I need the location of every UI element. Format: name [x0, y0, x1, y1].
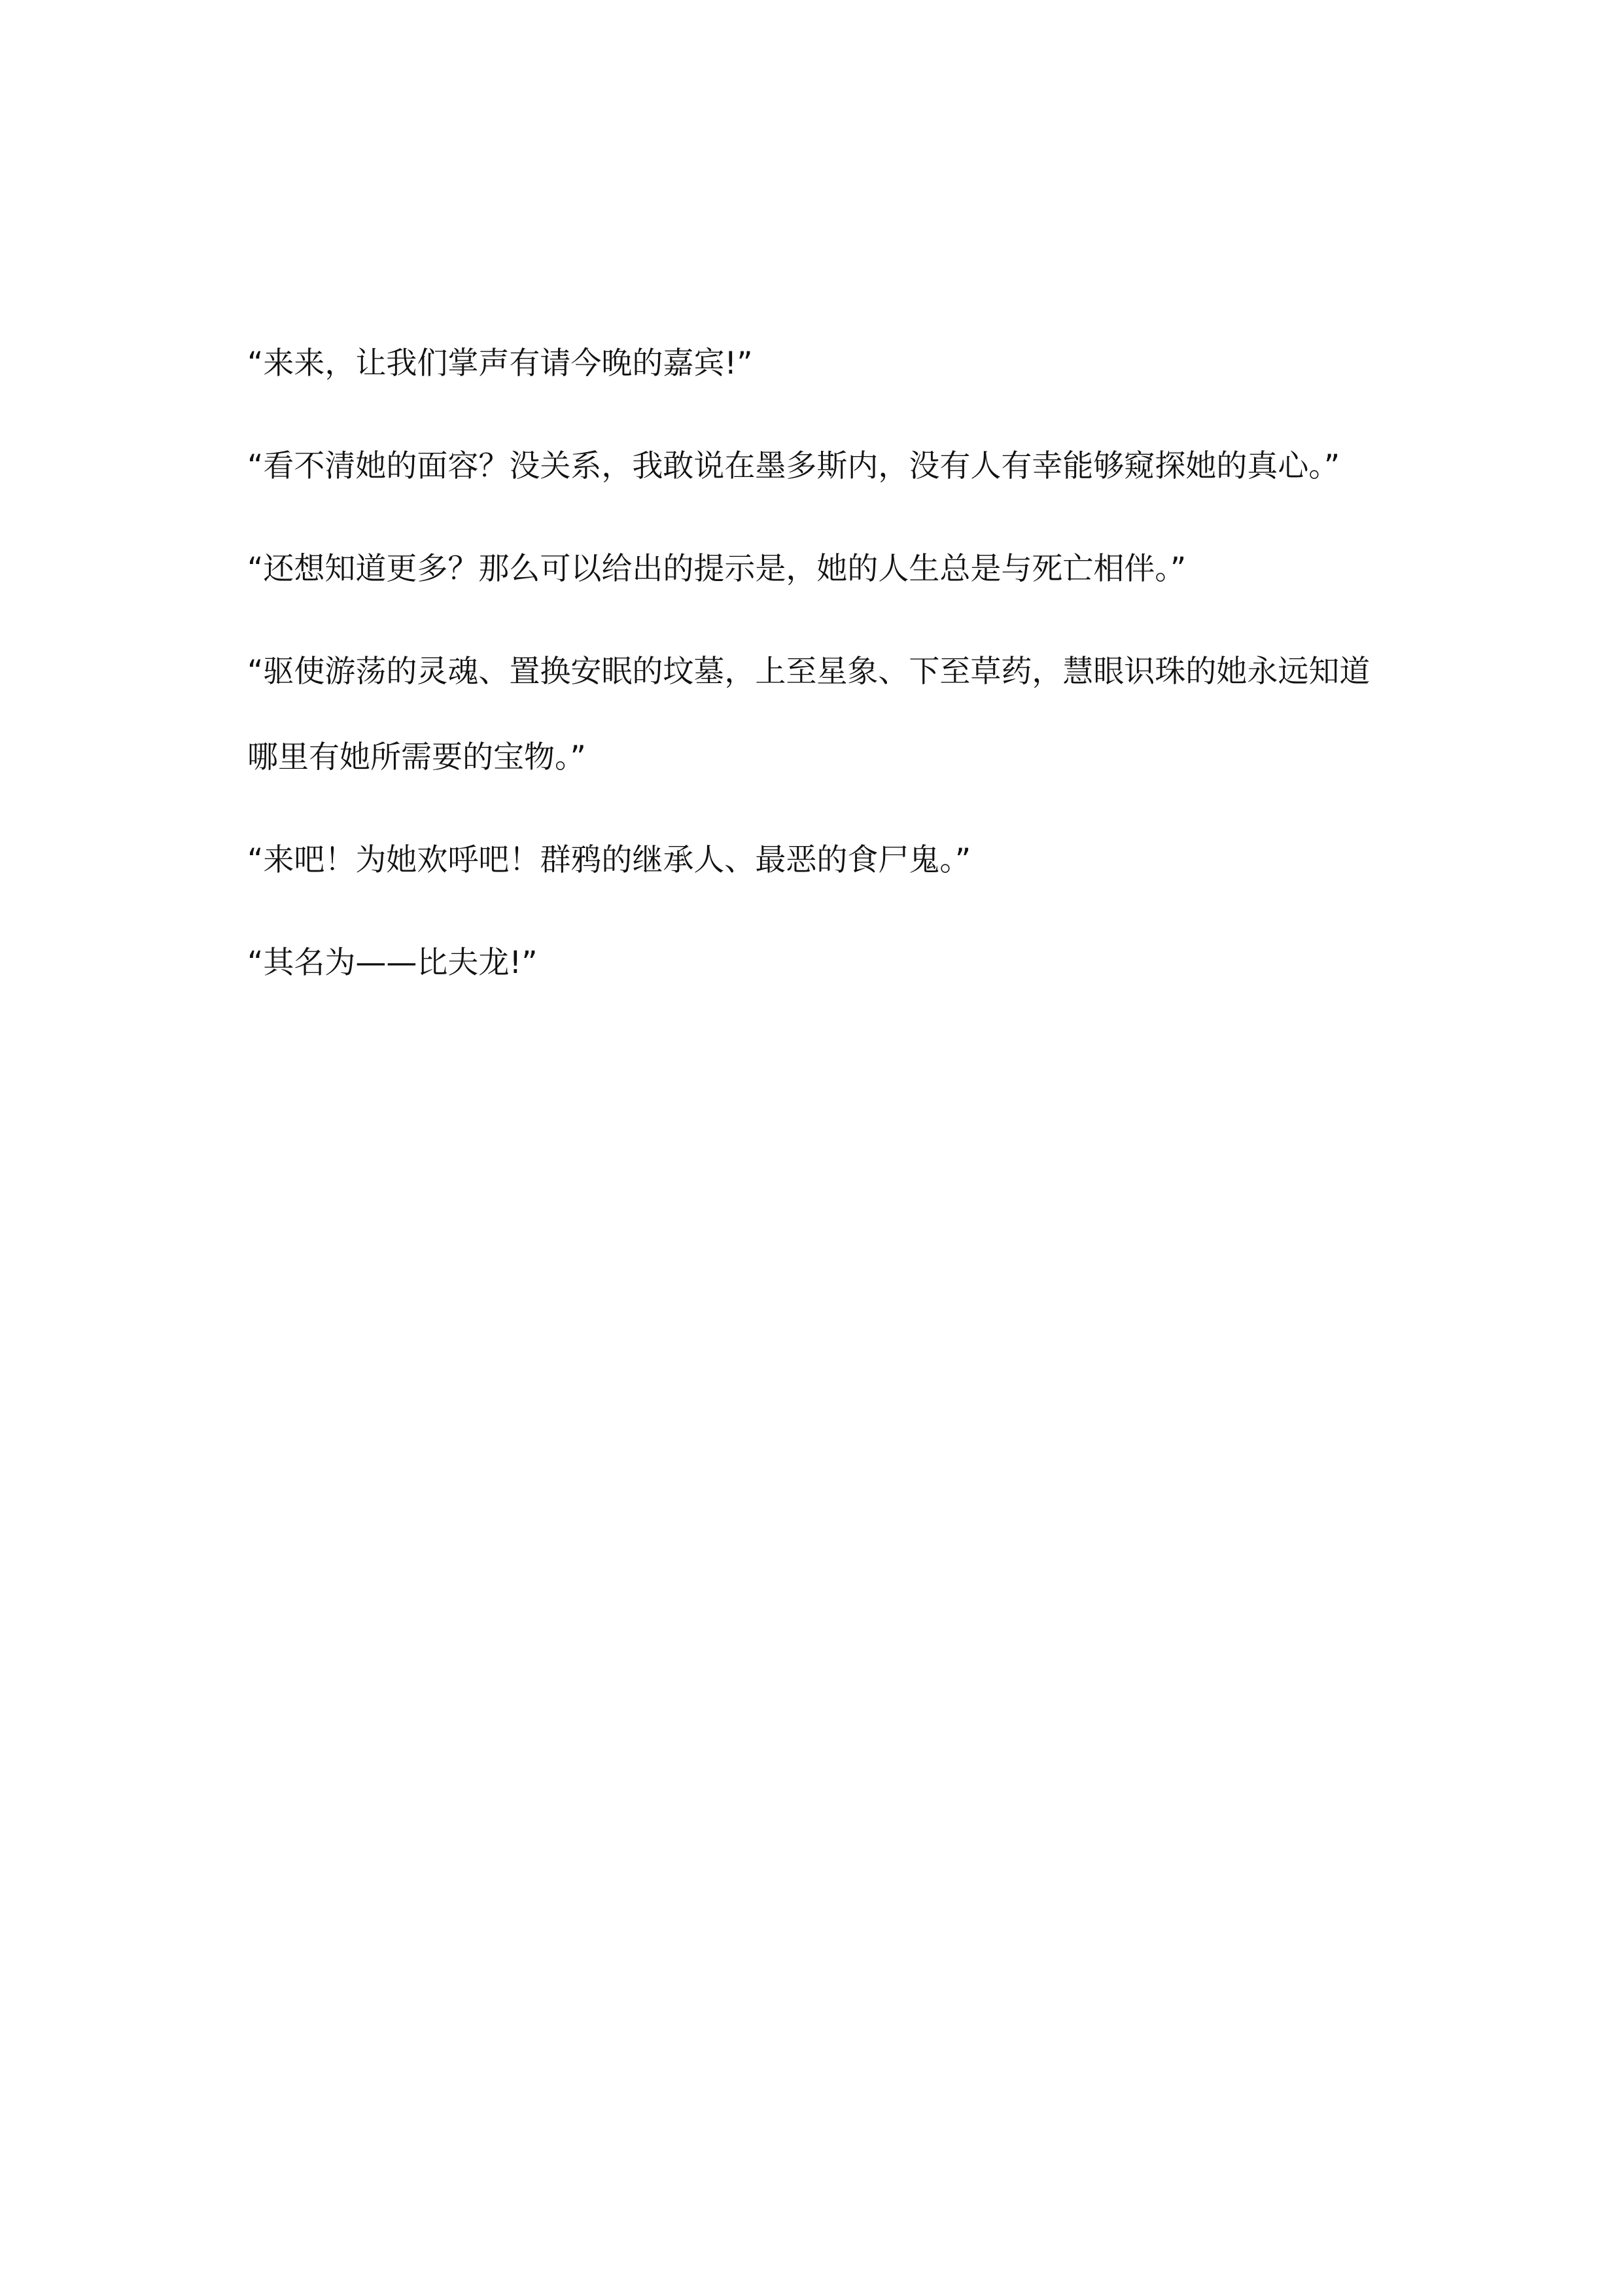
- paragraph-4: “驱使游荡的灵魂、置换安眠的坟墓，上至星象、下至草药，慧眼识珠的她永远知道哪里有她所需要的宝物。”: [247, 654, 1370, 775]
- paragraph-6: “其名为——比夫龙!”: [247, 945, 538, 981]
- document-body: [247, 321, 1376, 1023]
- paragraph-1: “来来，让我们掌声有请今晚的嘉宾!”: [247, 345, 753, 381]
- paragraph-2: “看不清她的面容？没关系，我敢说在墨多斯内，没有人有幸能够窥探她的真心。”: [247, 448, 1340, 484]
- paragraph-5: “来吧！为她欢呼吧！群鸦的继承人、最恶的食尸鬼。”: [247, 842, 971, 878]
- paragraph-3: “还想知道更多？那么可以给出的提示是，她的人生总是与死亡相伴。”: [247, 551, 1187, 587]
